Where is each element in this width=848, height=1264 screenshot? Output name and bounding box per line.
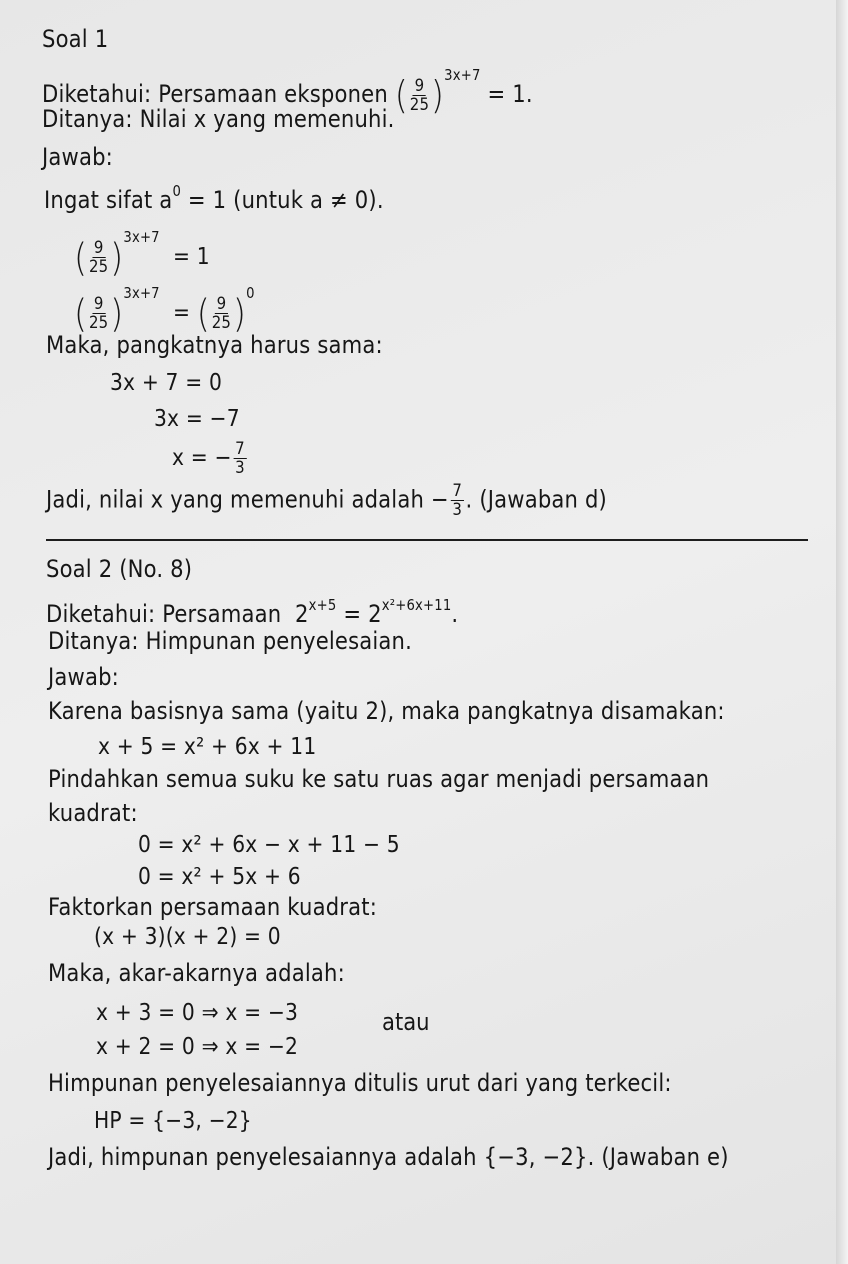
paren-close: ) [430,73,445,117]
soal2-eq1: x + 5 = x² + 6x + 11 [98,734,317,760]
soal1-solve-2: 3x = −7 [154,406,240,432]
soal1-maka: Maka, pangkatnya harus sama: [46,331,383,359]
soal1-jawab: Jawab: [42,143,113,171]
equals-one: = 1. [487,80,533,108]
exponent: 3x+7 [444,66,481,84]
soal2-atau: atau [382,1008,430,1036]
soal2-karena: Karena basisnya sama (yaitu 2), maka pangkatnya disamakan: [48,697,725,725]
soal2-jawab: Jawab: [48,663,119,691]
soal1-step1: ( $\frac{9}{25}$ )$^{3x+7}$ = 1 [74,228,210,280]
fraction-9-25: $\frac{9}{25}$ [409,75,430,115]
soal2-title: Soal 2 (No. 8) [46,555,193,583]
soal2-conclusion: Jadi, himpunan penyelesaiannya adalah {−3, −2}. (Jawaban e) [48,1143,729,1171]
soal2-ditanya: Ditanya: Himpunan penyelesaian. [48,627,413,655]
soal2-diketahui: Diketahui: Persamaan $2^{x+5} = 2^{x^2+6x+11}$. [46,596,459,628]
section-divider [46,539,808,541]
soal1-solve-3: x = − $\frac{7}{3}$ [172,439,245,478]
soal1-title: Soal 1 [42,25,109,53]
diketahui-label: Diketahui: Persamaan eksponen [42,80,388,108]
soal2-pindahkan-2: kuadrat: [48,799,138,827]
soal2-eq2: 0 = x² + 6x − x + 11 − 5 [138,832,400,858]
paren-open: ( [394,73,409,117]
soal1-ingat: Ingat sifat $a^0 = 1$ (untuk a ≠ 0). [44,182,384,214]
soal2-root1: x + 3 = 0 ⇒ x = −3 [96,1000,299,1026]
soal1-solve-1: 3x + 7 = 0 [110,370,223,396]
soal2-pindahkan-1: Pindahkan semua suku ke satu ruas agar menjadi persamaan [48,765,710,793]
soal2-root2: x + 2 = 0 ⇒ x = −2 [96,1034,299,1060]
soal2-hp: HP = {−3, −2} [94,1108,252,1134]
soal2-faktorkan: Faktorkan persamaan kuadrat: [48,893,378,921]
soal1-step2: ( $\frac{9}{25}$ )$^{3x+7}$ = ( $\frac{9}{25}$ )$^0$ [74,284,255,336]
soal1-conclusion: Jadi, nilai x yang memenuhi adalah − $\frac{7}{3}$ . (Jawaban d) [46,481,607,520]
soal2-eq3: 0 = x² + 5x + 6 [138,864,301,890]
paper-edge [836,0,848,1264]
soal2-eq4: (x + 3)(x + 2) = 0 [94,924,281,950]
soal1-ditanya: Ditanya: Nilai x yang memenuhi. [42,105,395,133]
soal2-himpunan: Himpunan penyelesaiannya ditulis urut dari yang terkecil: [48,1069,672,1097]
soal2-akar: Maka, akar-akarnya adalah: [48,959,345,987]
